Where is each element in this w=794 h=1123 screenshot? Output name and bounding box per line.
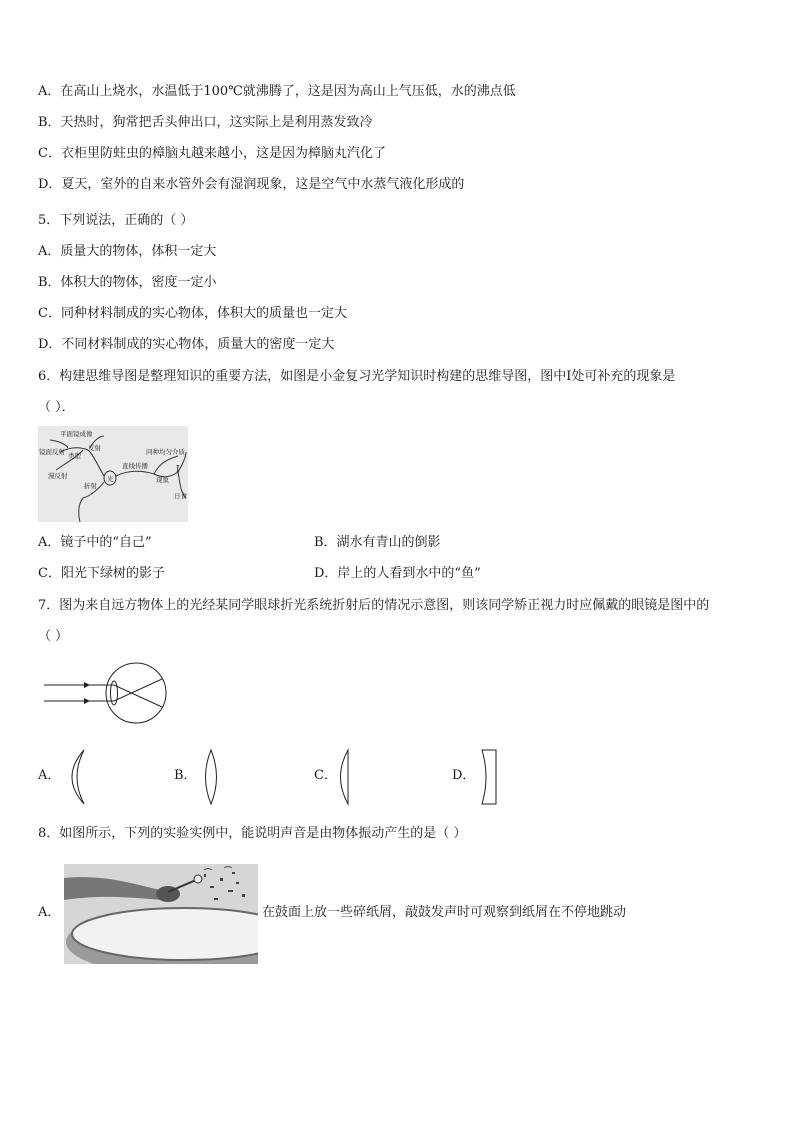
label-straight: 直线传播 [122,462,148,470]
plano-convex-lens-icon [334,748,358,806]
q4-option-d: D．夏天，室外的自来水管外会有湿润现象，这是空气中水蒸气液化形成的 [38,177,465,192]
label-center: 光 [107,475,114,483]
drum-head [72,908,258,960]
label-slot: Ⅰ [176,465,180,475]
eyeball [106,663,166,723]
label-reflect: 反射 [88,444,101,452]
q7-option-c-lens [334,748,358,806]
q7-stem-blank: （ ） [38,629,69,644]
drumstick-tip [194,875,202,883]
q5-option-b: B．体积大的物体，密度一定小 [38,275,217,290]
q4-option-b: B．天热时，狗常把舌头伸出口，这实际上是利用蒸发致冷 [38,115,373,130]
q6-stem-blank: （ ）． [38,400,75,415]
label-diffuse: 漫反射 [48,472,68,480]
q8-option-a-label: A． [38,905,61,920]
label-specular: 镜面反射 [39,448,65,456]
arrow-top-icon [84,682,90,688]
q7-option-a-label: A． [38,768,61,783]
q7-option-b-label: B． [174,768,197,783]
q7-option-d-label: D． [452,768,476,783]
eye-refraction-figure [44,660,170,726]
refracted-ray-bottom [114,679,162,701]
q4-option-c: C．衣柜里防蛀虫的樟脑丸越来越小，这是因为樟脑丸汽化了 [38,146,386,161]
eye-diagram-svg [44,660,170,726]
arrow-bottom-icon [84,698,90,704]
drum-photo-svg [64,864,258,964]
q7-option-d-lens [478,748,502,806]
biconvex-lens-icon [198,748,224,806]
q7-option-a-lens [62,748,92,806]
q6-stem: 6．构建思维导图是整理知识的重要方法，如图是小金复习光学知识时构建的思维导图，图中Ⅰ处可补充的现象是 [38,369,676,384]
light-mind-map-figure [38,426,188,522]
meniscus-lens-icon [62,748,92,806]
q5-stem: 5．下列说法，正确的（ ） [38,213,194,228]
q6-option-a: A．镜子中的“自己” [38,535,152,550]
q8-option-a-text: 在鼓面上放一些碎纸屑，敲鼓发声时可观察到纸屑在不停地跳动 [262,905,627,920]
q5-option-c: C．同种材料制成的实心物体，体积大的质量也一定大 [38,306,347,321]
label-plane-mirror: 平面镜成像 [60,430,93,438]
q5-option-a: A．质量大的物体，体积一定大 [38,244,217,259]
q7-option-b-lens [198,748,224,806]
q7-option-c-label: C． [314,768,337,783]
q6-option-b: B．湖水有青山的倒影 [314,535,441,550]
q6-option-d: D．岸上的人看到水中的“鱼” [314,566,481,581]
q7-stem: 7．图为来自远方物体上的光经某同学眼球折光系统折射后的情况示意图，则该同学矫正视力时应佩戴的眼镜是图中的 [38,598,710,613]
label-eclipse: 日食 [174,492,187,500]
label-types: 类型 [68,452,81,460]
label-phenomena: 现象 [156,476,169,484]
q4-option-a: A．在高山上烧水，水温低于100℃就沸腾了，这是因为高山上气压低，水的沸点低 [38,84,516,99]
q6-option-c: C．阳光下绿树的影子 [38,566,165,581]
drum-experiment-figure [64,864,258,964]
refracted-ray-top [114,685,162,707]
q8-stem: 8．如图所示，下列的实验实例中，能说明声音是由物体振动产生的是（ ） [38,826,467,841]
label-same-medium: 同种均匀介质 [146,448,185,456]
q5-option-d: D．不同材料制成的实心物体，质量大的密度一定大 [38,337,335,352]
plano-concave-lens-icon [478,748,502,806]
label-refract: 折射 [84,482,97,490]
mind-map-svg [38,426,188,522]
